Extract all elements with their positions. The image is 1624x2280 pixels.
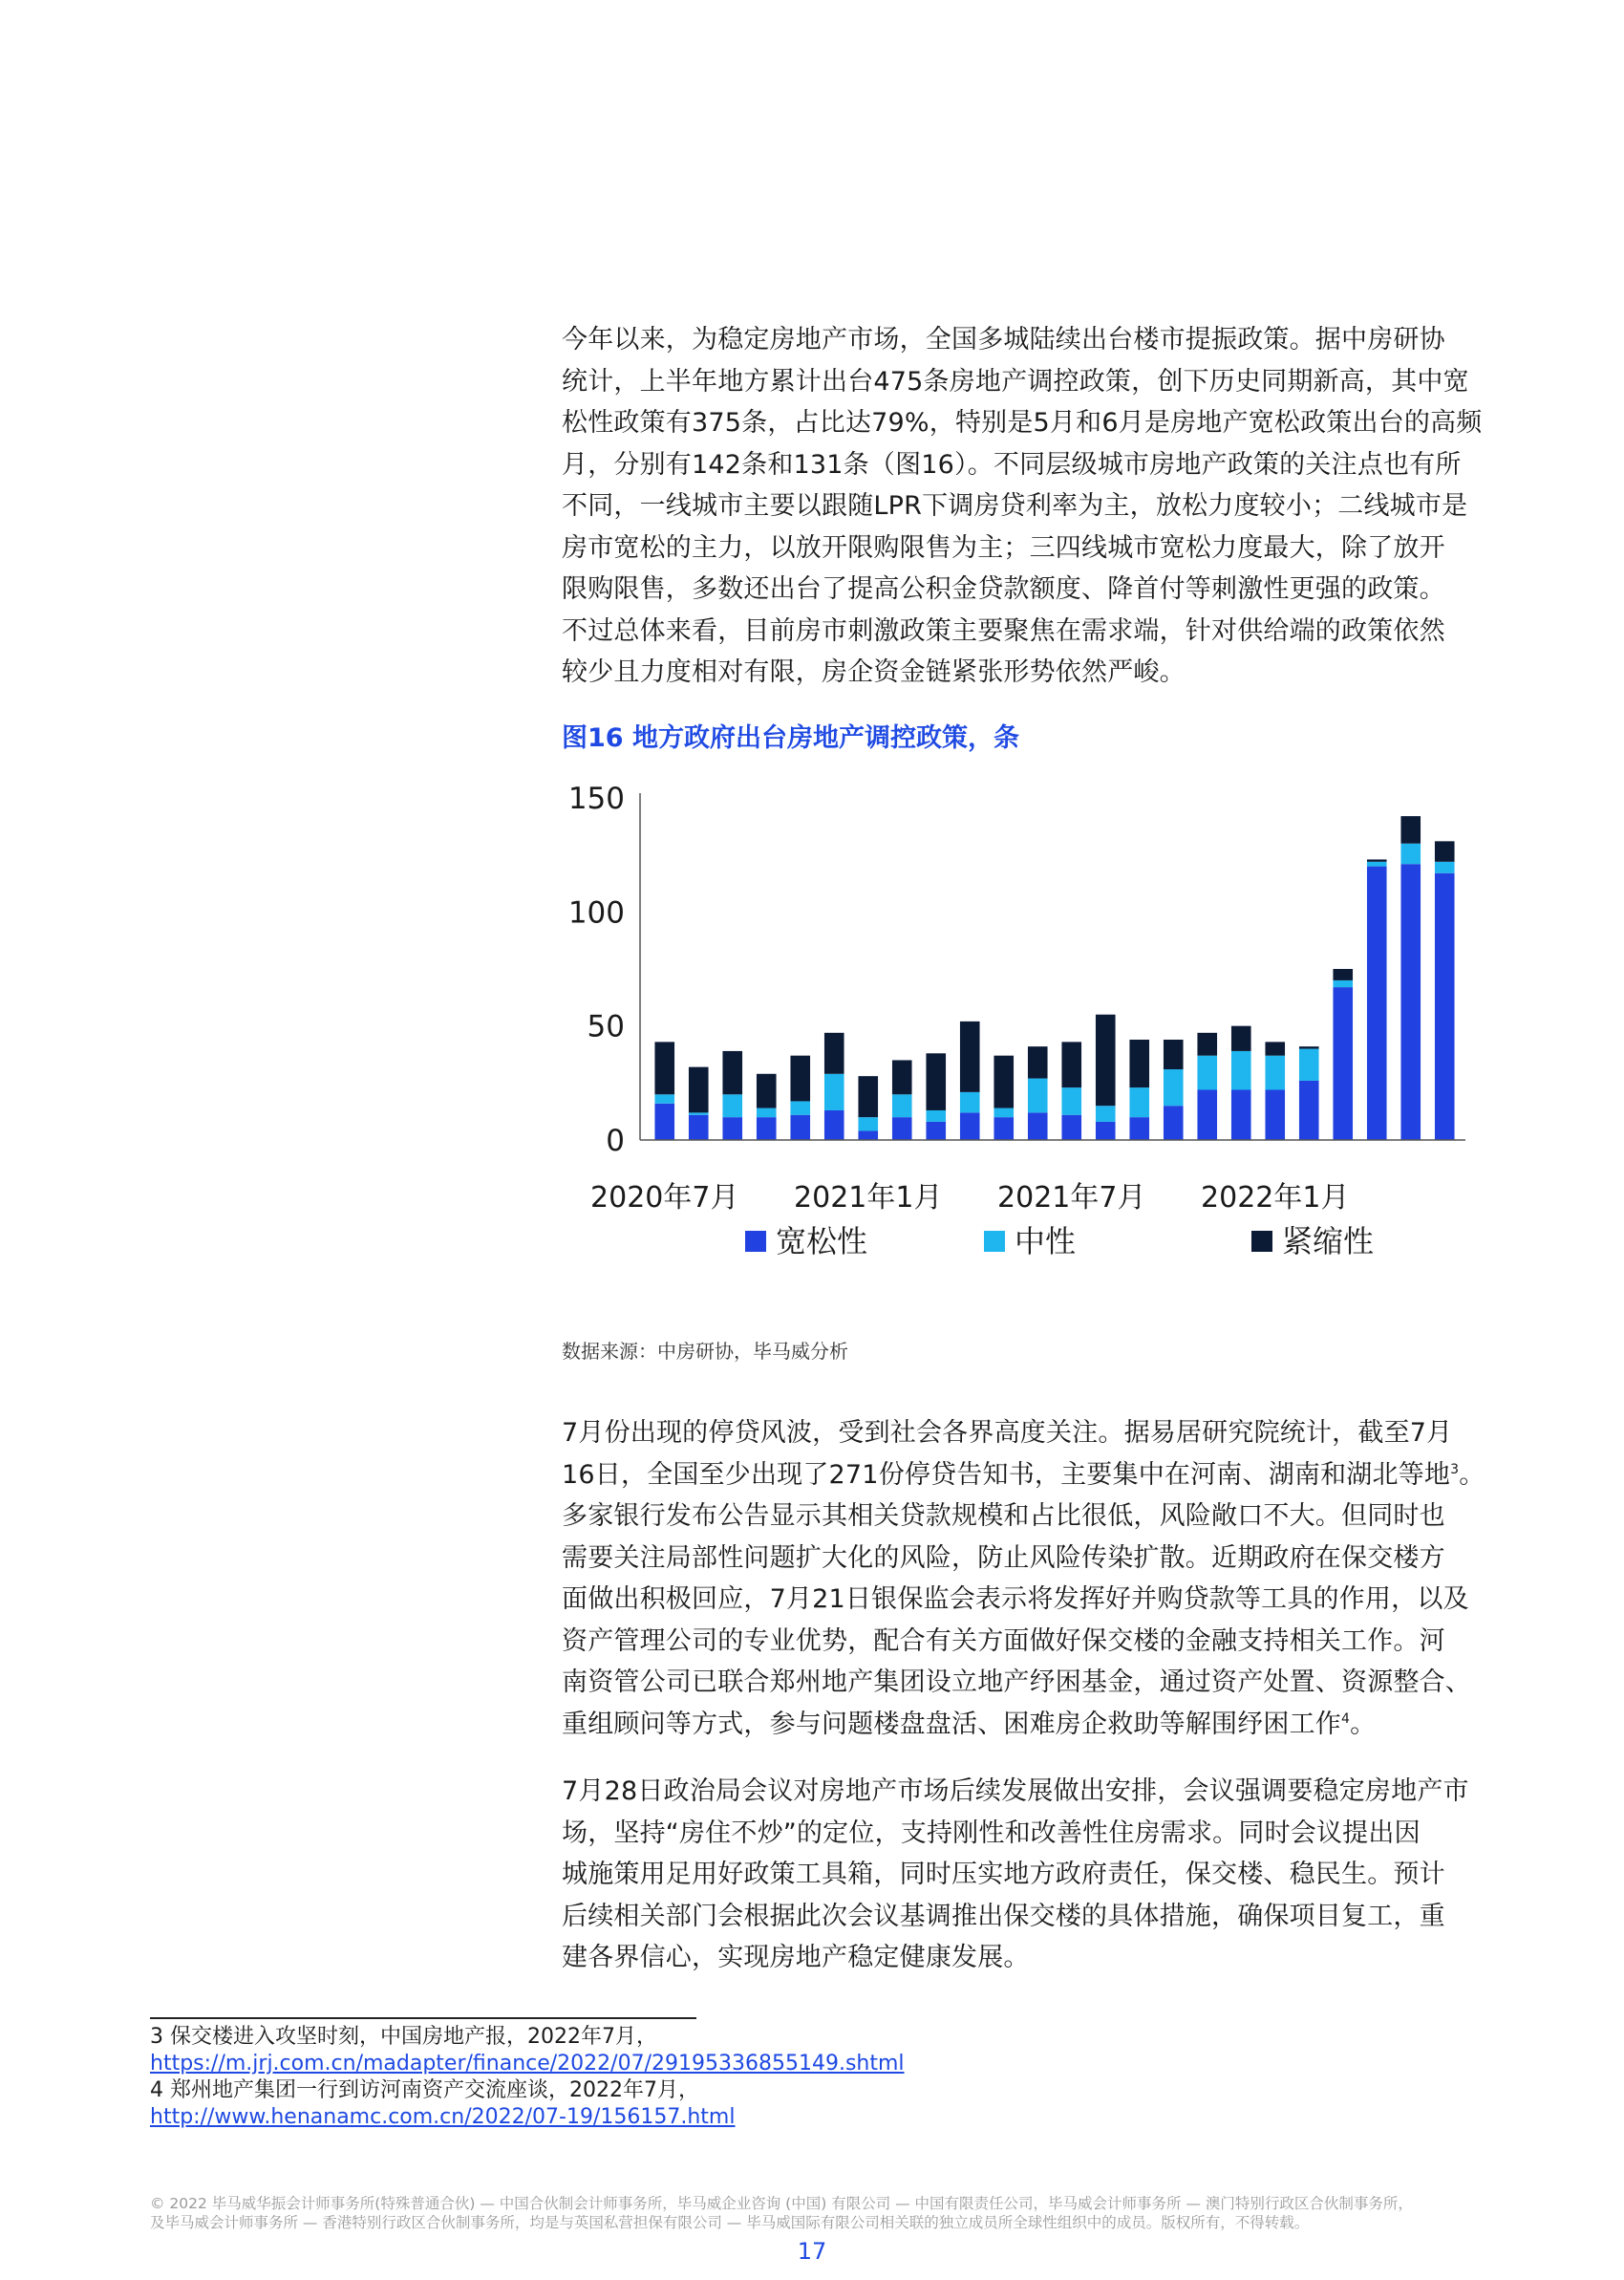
text-line: 限购限售，多数还出台了提高公积金贷款额度、降首付等刺激性更强的政策。: [562, 574, 1445, 604]
bar-segment: [1400, 844, 1421, 864]
figure-title: 图16 地方政府出台房地产调控政策，条: [562, 723, 1019, 753]
y-tick-label: 50: [587, 1009, 625, 1044]
bar-segment: [1265, 1042, 1285, 1055]
bar-segment: [757, 1108, 777, 1118]
bar-segment: [1299, 1049, 1319, 1081]
text-line: 月，分别有142条和131条（图16）。不同层级城市房地产政策的关注点也有所: [562, 449, 1462, 480]
bar-segment: [1367, 862, 1387, 867]
page-number: 17: [797, 2238, 827, 2265]
bar-segment: [858, 1117, 878, 1130]
bar-segment: [689, 1067, 709, 1113]
bar-segment: [892, 1117, 912, 1140]
bar-segment: [960, 1112, 980, 1140]
bar-segment: [1129, 1087, 1149, 1117]
text-line: 不同，一线城市主要以跟随LPR下调房贷利率为主，放松力度较小；二线城市是: [562, 491, 1468, 521]
y-tick-label: 100: [567, 895, 625, 931]
text-line: [562, 1412, 1507, 1454]
bar-segment: [1164, 1069, 1184, 1106]
paragraph-policy-overview: [562, 319, 1507, 694]
bar-segment: [1299, 1081, 1319, 1140]
copyright-notice: [150, 2194, 1506, 2232]
text-line: 不过总体来看，目前房市刺激政策主要聚焦在需求端，针对供给端的政策依然: [562, 615, 1445, 646]
bar-segment: [1367, 859, 1387, 861]
text-line: [562, 1621, 1507, 1663]
bar-segment: [1299, 1046, 1319, 1048]
footnotes: [150, 2024, 905, 2131]
bar-segment: [1400, 816, 1421, 844]
bar-segment: [1028, 1112, 1048, 1140]
bar-segment: [1061, 1042, 1081, 1087]
bar-segment: [858, 1130, 878, 1140]
paragraph-politburo-meeting: [562, 1771, 1507, 1979]
line-tail: 。: [1350, 1709, 1377, 1739]
text-line: 房市宽松的主力，以放开限购限售为主；三四线城市宽松力度最大，除了放开: [562, 532, 1445, 563]
text-line: 7月28日政治局会议对房地产市场后续发展做出安排，会议强调要稳定房地产市: [562, 1776, 1469, 1806]
legend-swatch: [1251, 1231, 1272, 1252]
footnote-text: 3 保交楼进入攻坚时刻，中国房地产报，2022年7月，: [150, 2025, 657, 2049]
bar-segment: [757, 1074, 777, 1108]
line-text: 重组顾问等方式，参与问题楼盘盘活、困难房企救助等解围纾困工作: [562, 1709, 1341, 1739]
bar-segment: [824, 1110, 844, 1140]
y-tick-label: 150: [567, 782, 625, 816]
bar-segment: [1061, 1115, 1081, 1140]
bar-segment: [994, 1056, 1014, 1108]
bar-segment: [790, 1056, 810, 1102]
bar-segment: [1367, 867, 1387, 1140]
bar-segment: [1435, 862, 1455, 873]
line-text: 南资管公司已联合郑州地产集团设立地产纾困基金，通过资产处置、资源整合、: [562, 1667, 1471, 1697]
text-line: [562, 1662, 1507, 1704]
text-line: 城施策用足用好政策工具箱，同时压实地方政府责任，保交楼、稳民生。预计: [562, 1860, 1445, 1889]
bar-segment: [689, 1112, 709, 1114]
footnote-divider: [150, 2017, 696, 2019]
line-text: 7月份出现的停贷风波，受到社会各界高度关注。据易居研究院统计，截至7月: [562, 1418, 1453, 1448]
line-text: 多家银行发布公告显示其相关贷款规模和占比很低，风险敞口不大。但同时也: [562, 1501, 1445, 1531]
bar-segment: [1333, 969, 1353, 980]
bar-segment: [824, 1033, 844, 1074]
bar-segment: [722, 1051, 742, 1094]
bar-segment: [960, 1022, 980, 1092]
bar-segment: [654, 1094, 674, 1104]
line-tail: 。: [1459, 1459, 1485, 1490]
footnote-ref[interactable]: 4: [1341, 1710, 1351, 1727]
bar-segment: [654, 1104, 674, 1140]
bar-segment: [926, 1122, 946, 1140]
bar-segment: [722, 1094, 742, 1117]
bar-segment: [1231, 1026, 1251, 1051]
text-line: 统计，上半年地方累计出台475条房地产调控政策，创下历史同期新高，其中宽: [562, 366, 1469, 397]
footnote-link[interactable]: http://www.henanamc.com.cn/2022/07-19/156157.html: [150, 2105, 736, 2129]
line-text: 资产管理公司的专业优势，配合有关方面做好保交楼的金融支持相关工作。河: [562, 1625, 1445, 1656]
bar-segment: [689, 1115, 709, 1140]
x-tick-label: 2020年7月: [590, 1181, 739, 1215]
bar-segment: [892, 1094, 912, 1117]
legend-label: 紧缩性: [1282, 1223, 1375, 1259]
line-text: 需要关注局部性问题扩大化的风险，防止风险传染扩散。近期政府在保交楼方: [562, 1542, 1445, 1573]
bar-segment: [960, 1092, 980, 1112]
bar-segment: [1333, 987, 1353, 1140]
line-text: 16日，全国至少出现了271份停贷告知书，主要集中在河南、湖南和湖北等地: [562, 1459, 1451, 1490]
figure-source: 数据来源：中房研协，毕马威分析: [562, 1340, 848, 1363]
line-text: 面做出积极回应，7月21日银保监会表示将发挥好并购贷款等工具的作用，以及: [562, 1584, 1469, 1614]
bar-segment: [1265, 1089, 1285, 1140]
bar-segment: [994, 1117, 1014, 1140]
bar-segment: [1164, 1040, 1184, 1069]
copyright-line: © 2022 毕马威华振会计师事务所(特殊普通合伙) — 中国合伙制会计师事务所，毕马威企业咨询 (中国) 有限公司 — 中国有限责任公司，毕马威会计师事务所 — 澳门特别行政区合伙制事务所，: [150, 2195, 1413, 2212]
bar-segment: [1096, 1015, 1116, 1106]
text-line: [562, 1579, 1507, 1621]
x-tick-label: 2021年1月: [794, 1181, 943, 1215]
legend-swatch: [745, 1231, 766, 1252]
legend-label: 中性: [1015, 1223, 1077, 1259]
x-tick-label: 2021年7月: [997, 1181, 1146, 1215]
text-line: 较少且力度相对有限，房企资金链紧张形势依然严峻。: [562, 657, 1186, 687]
bar-segment: [1400, 864, 1421, 1140]
footnote-ref[interactable]: 3: [1450, 1461, 1460, 1477]
bar-segment: [1061, 1087, 1081, 1115]
paragraph-mortgage-boycott: [562, 1412, 1507, 1745]
bar-segment: [1129, 1040, 1149, 1087]
footnote-link-row: [150, 2051, 905, 2077]
bar-segment: [1435, 841, 1455, 861]
bar-segment: [1265, 1056, 1285, 1090]
legend-label: 宽松性: [776, 1223, 868, 1259]
bar-segment: [1028, 1046, 1048, 1078]
bar-segment: [858, 1076, 878, 1117]
bar-segment: [1164, 1106, 1184, 1140]
bar-segment: [994, 1108, 1014, 1118]
footnote-link[interactable]: https://m.jrj.com.cn/madapter/finance/2022/07/29195336855149.shtml: [150, 2052, 905, 2076]
text-line: 后续相关部门会根据此次会议基调推出保交楼的具体措施，确保项目复工，重: [562, 1901, 1445, 1931]
legend-swatch: [984, 1231, 1005, 1252]
x-tick-label: 2022年1月: [1201, 1181, 1350, 1215]
bar-segment: [1435, 873, 1455, 1140]
bar-segment: [790, 1115, 810, 1140]
bar-segment: [1333, 980, 1353, 987]
bar-segment: [1129, 1117, 1149, 1140]
bar-segment: [1197, 1033, 1217, 1056]
bar-segment: [926, 1053, 946, 1110]
text-line: [562, 1704, 1507, 1746]
bar-segment: [1096, 1122, 1116, 1140]
text-line: 建各界信心，实现房地产稳定健康发展。: [562, 1943, 1030, 1972]
bar-segment: [1197, 1089, 1217, 1140]
bar-segment: [926, 1110, 946, 1122]
text-line: [562, 1495, 1507, 1538]
bar-segment: [722, 1117, 742, 1140]
bar-segment: [1028, 1079, 1048, 1113]
footnote-text: 4 郑州地产集团一行到访河南资产交流座谈，2022年7月，: [150, 2078, 699, 2102]
copyright-line: 及毕马威会计师事务所 — 香港特别行政区合伙制事务所，均是与英国私营担保有限公司 — 毕马威国际有限公司相关联的独立成员所全球性组织中的成员。版权所有，不得转载。: [150, 2214, 1310, 2231]
bar-segment: [1197, 1056, 1217, 1090]
bar-segment: [892, 1060, 912, 1094]
text-line: [562, 1538, 1507, 1580]
bar-segment: [824, 1074, 844, 1110]
bar-segment: [757, 1117, 777, 1140]
text-line: 松性政策有375条，占比达79%，特别是5月和6月是房地产宽松政策出台的高频: [562, 408, 1483, 438]
text-line: [562, 1454, 1507, 1496]
footnote-link-row: [150, 2104, 905, 2131]
bar-segment: [1231, 1089, 1251, 1140]
bar-segment: [1231, 1051, 1251, 1090]
text-line: 今年以来，为稳定房地产市场，全国多城陆续出台楼市提振政策。据中房研协: [562, 325, 1445, 355]
bar-segment: [790, 1101, 810, 1114]
policy-bar-chart: [545, 774, 1500, 1290]
text-line: 场，坚持“房住不炒”的定位，支持刚性和改善性住房需求。同时会议提出因: [562, 1818, 1421, 1848]
bar-segment: [654, 1042, 674, 1094]
bar-segment: [1096, 1106, 1116, 1122]
y-tick-label: 0: [606, 1124, 625, 1158]
